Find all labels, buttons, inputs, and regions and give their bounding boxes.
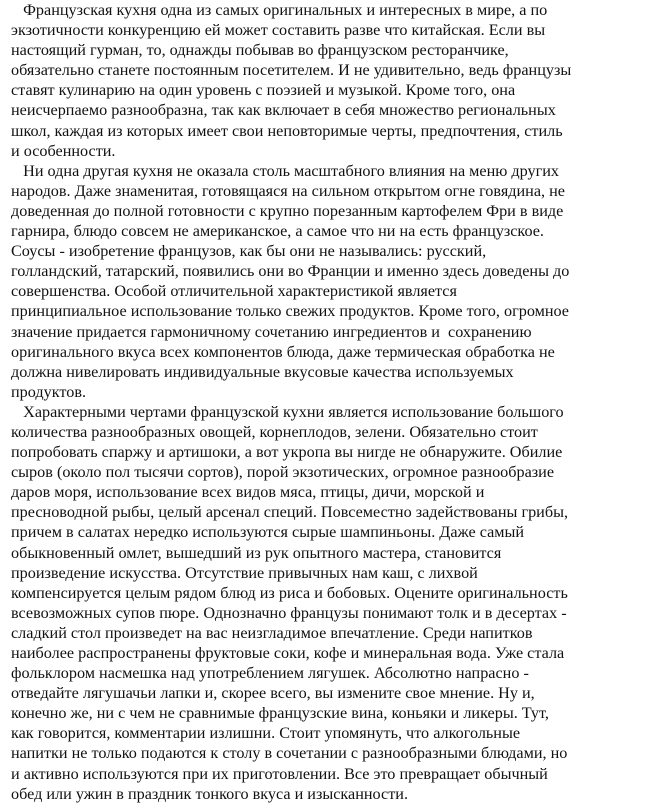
text-line: напитки не только подаются к столу в сочетании с разнообразными блюдами, но: [11, 744, 568, 763]
text-line: конечно же, ни с чем не сравнимые французские вина, коньяки и ликеры. Тут,: [11, 704, 549, 723]
text-line: значение придается гармоничному сочетанию ингредиентов и сохранению: [11, 322, 532, 341]
text-line: голландский, татарский, появились они во Франции и именно здесь доведены до: [11, 262, 570, 281]
text-line: сыров (около пол тысячи сортов), порой экзотических, огромное разнообразие: [11, 463, 555, 482]
text-line: народов. Даже знаменитая, готовящаяся на сильном открытом огне говядина, не: [11, 181, 565, 200]
text-line: как говорится, комментарии излишни. Стоит упомянуть, что алкогольные: [11, 724, 521, 743]
text-line: сладкий стол произведет на вас неизгладимое впечатление. Среди напитков: [11, 623, 533, 642]
text-line: попробовать спаржу и артишоки, а вот укропа вы нигде не обнаружите. Обилие: [11, 443, 563, 462]
text-line: настоящий гурман, то, однажды побывав во французском ресторанчике,: [11, 41, 509, 60]
text-line: обед или ужин в праздник тонкого вкуса и изысканности.: [11, 784, 409, 803]
text-line: гарнира, блюдо совсем не американское, а самое что ни на есть французское.: [11, 222, 544, 241]
text-line: всевозможных супов пюре. Однозначно французы понимают толк и в десертах -: [11, 603, 567, 622]
paragraph-features: [11, 402, 660, 804]
text-line: пресноводной рыбы, целый арсенал специй. Повсеместно задействованы грибы,: [11, 503, 569, 522]
text-line: продуктов.: [11, 382, 87, 401]
text-line: количества разнообразных овощей, корнеплодов, зелени. Обязательно стоит: [11, 422, 538, 441]
text-line: неисчерпаемо разнообразна, так как включает в себя множество региональных: [11, 101, 556, 120]
text-line: наиболее распространены фруктовые соки, кофе и минеральная вода. Уже стала: [11, 644, 565, 662]
text-line: Ни одна другая кухня не оказала столь масштабного влияния на меню других: [11, 161, 560, 180]
text-line: произведение искусства. Отсутствие привычных нам каш, с лихвой: [11, 563, 478, 582]
text-line: даров моря, использование всех видов мяса, птицы, дичи, морской и: [11, 483, 485, 502]
paragraph-influence: [11, 161, 660, 402]
text-line: доведенная до полной готовности с крупно порезанным картофелем Фри в виде: [11, 201, 564, 220]
text-line: Французская кухня одна из самых оригинальных и интересных в мире, а по: [11, 1, 548, 19]
text-line: обязательно станете постоянным посетителем. И не удивительно, ведь французы: [11, 61, 572, 80]
text-line: Соусы - изобретение французов, как бы они не назывались: русский,: [11, 242, 487, 261]
text-line: совершенства. Особой отличительной характеристикой является: [11, 282, 457, 301]
text-line: причем в салатах нередко используются сырые шампиньоны. Даже самый: [11, 523, 525, 542]
text-line: ставят кулинарию на один уровень с поэзией и музыкой. Кроме того, она: [11, 81, 516, 100]
text-line: принципиальное использование только свежих продуктов. Кроме того, огромное: [11, 302, 569, 321]
text-line: и активно используются при их приготовлении. Все это превращает обычный: [11, 764, 548, 783]
text-line: должна нивелировать индивидуальные вкусовые качества используемых: [11, 362, 514, 381]
text-line: Характерными чертами французской кухни является использование большого: [11, 402, 564, 421]
paragraph-intro: [11, 0, 660, 161]
text-line: школ, каждая из которых имеет свои неповторимые черты, предпочтения, стиль: [11, 121, 563, 140]
text-line: компенсируется целым рядом блюд из риса и бобовых. Оцените оригинальность: [11, 583, 568, 602]
text-line: экзотичности конкуренцию ей может составить разве что китайская. Если вы: [11, 21, 546, 40]
text-line: обыкновенный омлет, вышедший из рук опытного мастера, становится: [11, 543, 502, 562]
text-line: оригинального вкуса всех компонентов блюда, даже термическая обработка не: [11, 342, 555, 361]
text-line: и особенности.: [11, 141, 116, 160]
text-line: отведайте лягушачьи лапки и, скорее всего, вы измените свое мнение. Ну и,: [11, 684, 535, 703]
text-line: фольклором насмешка над употреблением лягушек. Абсолютно напрасно -: [11, 664, 529, 683]
